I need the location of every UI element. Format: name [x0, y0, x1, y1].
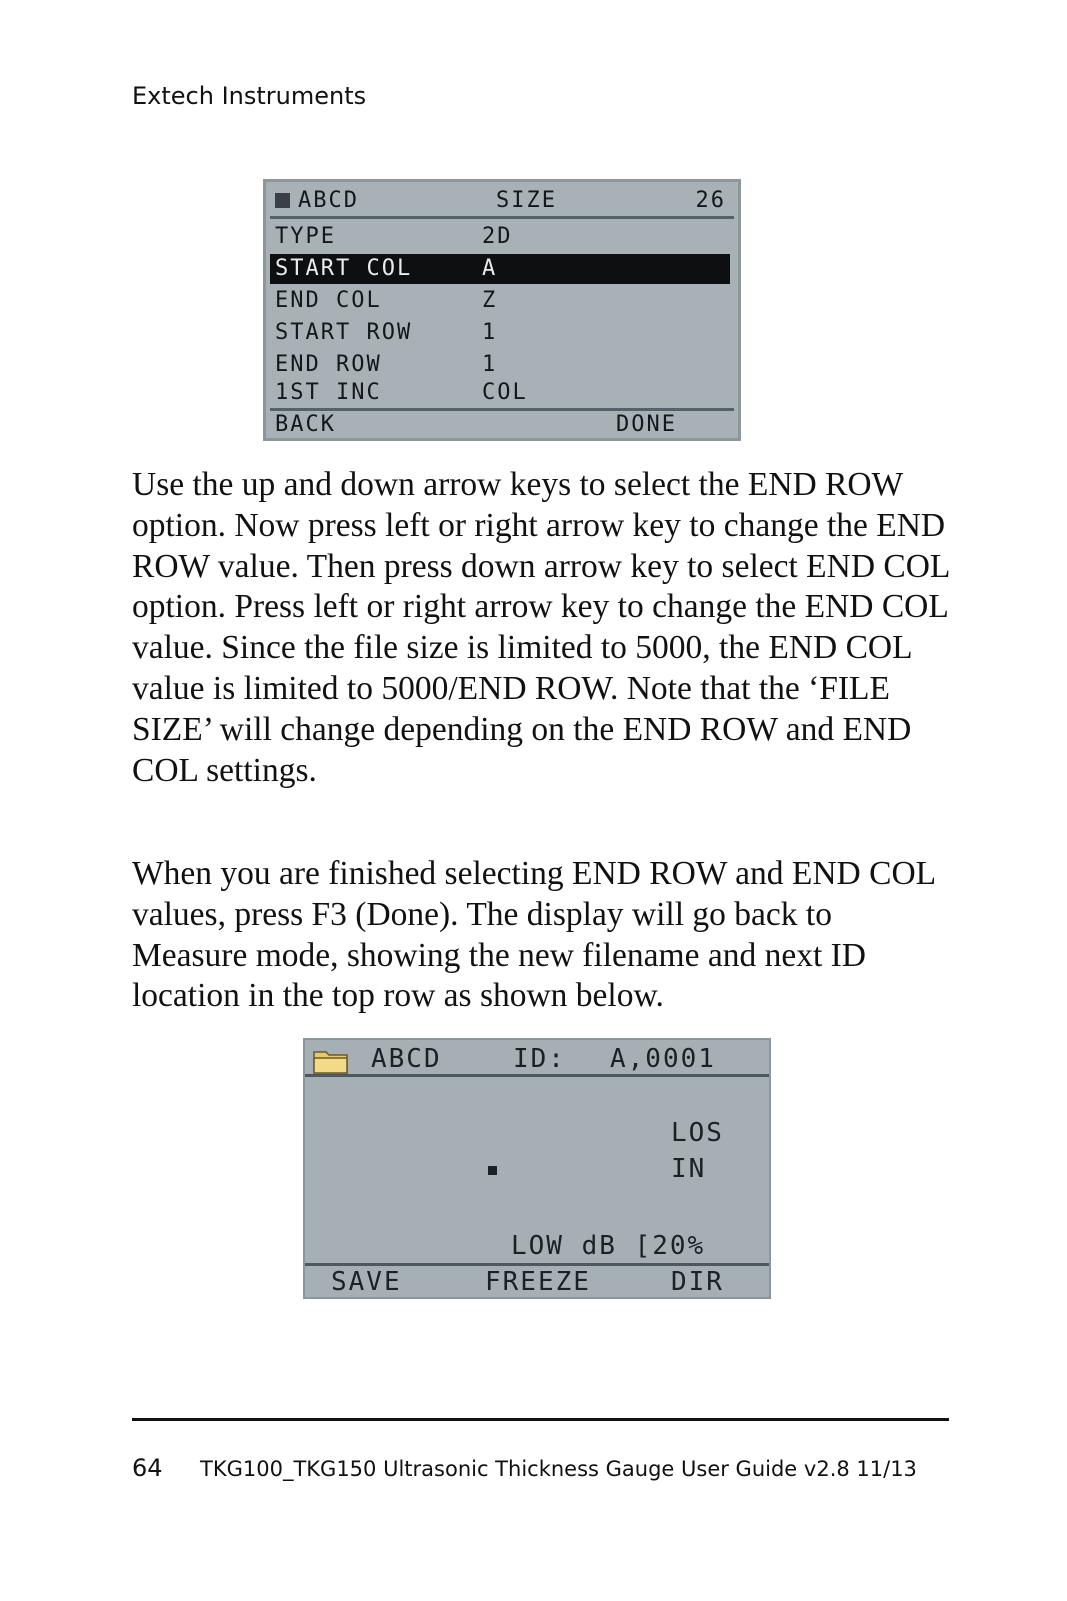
- unit-indicator: IN: [671, 1154, 707, 1184]
- header-divider: [305, 1074, 769, 1077]
- footer-divider: [132, 1418, 949, 1421]
- measure-mode-screen: [303, 1038, 771, 1299]
- id-label: ID:: [513, 1044, 566, 1074]
- gain-indicator: LOW dB [20%: [511, 1231, 706, 1261]
- page-number: 64: [132, 1454, 163, 1482]
- document-title: TKG100_TKG150 Ultrasonic Thickness Gauge User Guide v2.8 11/13: [200, 1457, 917, 1481]
- instruction-paragraph-1: Use the up and down arrow keys to select the END ROW option. Now press left or right arrow key to change the END ROW value. Then press down arrow key to select END COL option. Press left or right arrow key to change the END COL value. Since the file size is limited to 5000, the END COL value is limited to 5000/END ROW. Note that the ‘FILE SIZE’ will change depending on the END ROW and END COL settings.: [132, 466, 950, 789]
- title-divider: [270, 216, 734, 219]
- file-name: ABCD: [298, 188, 359, 213]
- softkey-row: [266, 410, 738, 440]
- file-indicator-icon: [275, 193, 290, 208]
- document-header: Extech Instruments: [132, 82, 367, 110]
- file-setup-screen: [263, 179, 741, 441]
- menu-row-start-row[interactable]: START ROW 1: [275, 320, 498, 345]
- instruction-paragraph-2: When you are finished selecting END ROW and END COL values, press F3 (Done). The display will go back to Measure mode, showing the new filename and next ID location in the top row as shown below.: [132, 855, 935, 1015]
- menu-row-first-inc[interactable]: 1ST INC COL: [275, 380, 528, 405]
- dir-softkey[interactable]: DIR: [671, 1267, 724, 1297]
- folder-icon: [313, 1048, 349, 1074]
- back-softkey[interactable]: BACK: [275, 412, 336, 437]
- reading-placeholder: [488, 1166, 497, 1175]
- screen-title-row: [266, 186, 738, 216]
- size-value: 26: [695, 188, 726, 213]
- softkey-divider-2: [305, 1263, 769, 1266]
- done-softkey[interactable]: DONE: [616, 412, 677, 437]
- size-label: SIZE: [496, 188, 557, 213]
- freeze-softkey[interactable]: FREEZE: [485, 1267, 591, 1297]
- measure-file-name: ABCD: [371, 1044, 442, 1074]
- menu-row-end-col[interactable]: END COL Z: [275, 288, 498, 313]
- los-indicator: LOS: [671, 1118, 724, 1148]
- menu-row-start-col[interactable]: START COL A: [270, 254, 730, 284]
- save-softkey[interactable]: SAVE: [331, 1267, 402, 1297]
- menu-row-type[interactable]: TYPE 2D: [275, 224, 513, 249]
- menu-row-end-row[interactable]: END ROW 1: [275, 352, 498, 377]
- next-id-value: A,0001: [610, 1044, 716, 1074]
